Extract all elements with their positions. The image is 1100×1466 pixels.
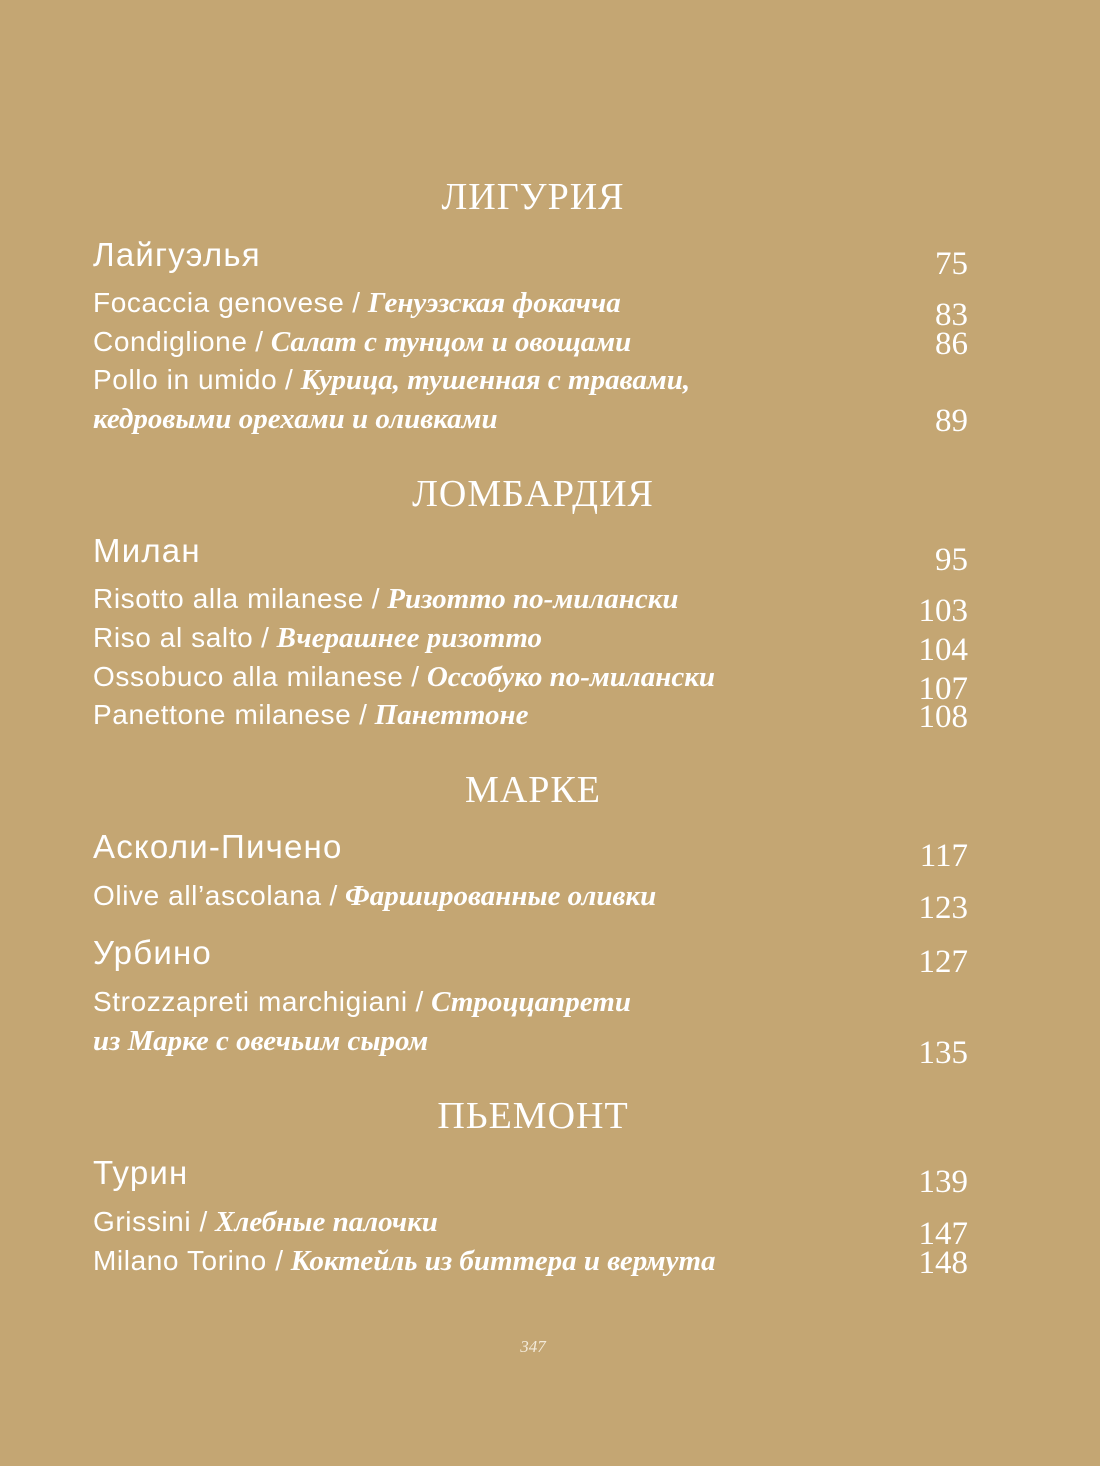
toc-entry-riso-al-salto[interactable] (93, 622, 968, 668)
toc-entry-focaccia[interactable] (93, 287, 968, 333)
dish-russian-name: Генуэзская фокачча (367, 287, 621, 319)
separator: / (199, 1206, 216, 1237)
page-number: 139 (918, 1164, 968, 1200)
separator: / (247, 326, 271, 357)
page-number: 104 (918, 632, 968, 668)
page-number: 86 (935, 326, 968, 362)
dish-italian-name: Focaccia genovese (93, 287, 345, 318)
dish-russian-name: Хлебные палочки (215, 1206, 438, 1238)
dish-russian-name: Строццапрети (431, 986, 631, 1018)
toc-entry-ascoli[interactable] (93, 830, 968, 876)
dish-italian-name: Strozzapreti marchigiani (93, 986, 408, 1017)
region-heading-liguria: ЛИГУРИЯ (441, 176, 625, 218)
dish-italian-name: Milano Torino (93, 1245, 276, 1276)
dish-italian-name: Olive all’ascolana (93, 880, 322, 911)
toc-entry-strozzapreti[interactable] (93, 986, 968, 1071)
dish-italian-name: Grissini (93, 1206, 200, 1237)
dish-russian-name-cont: кедровыми орехами и оливками (93, 403, 498, 435)
region-heading-lombardia: ЛОМБАРДИЯ (412, 473, 654, 515)
toc-entry-panettone[interactable] (93, 701, 968, 740)
page-number: 127 (918, 944, 968, 980)
dish-russian-name: Салат с тунцом и овощами (270, 326, 632, 358)
dish-russian-name: Оссобуко по-милански (426, 661, 716, 693)
dish-italian-name: Pollo in umido (93, 364, 278, 395)
dish-russian-name: Фаршированные оливки (345, 880, 657, 912)
page-number: 95 (935, 542, 968, 578)
page-number: 75 (935, 246, 968, 282)
separator: / (253, 622, 277, 653)
dish-italian-name: Risotto alla milanese (93, 583, 364, 614)
page-number: 147 (918, 1216, 968, 1252)
city-title: Турин (93, 1154, 189, 1191)
separator: / (363, 583, 388, 614)
toc-entry-urbino[interactable] (93, 936, 968, 982)
separator: / (275, 1245, 291, 1276)
page-number: 117 (919, 838, 968, 874)
dish-russian-name: Панеттоне (374, 699, 529, 731)
page-number: 148 (918, 1245, 968, 1281)
dish-russian-name: Коктейль из биттера и вермута (290, 1245, 716, 1277)
page-number: 83 (935, 297, 968, 333)
dish-italian-name: Riso al salto (93, 622, 254, 653)
city-title: Милан (93, 532, 201, 569)
page-number: 135 (918, 1035, 968, 1071)
separator: / (277, 364, 301, 395)
toc-entry-milan[interactable] (93, 534, 968, 580)
city-title: Лайгуэлья (93, 236, 261, 273)
toc-entry-milano-torino[interactable] (93, 1247, 968, 1286)
dish-italian-name: Condiglione (93, 326, 248, 357)
dish-italian-name: Ossobuco alla milanese (93, 661, 404, 692)
separator: / (351, 699, 375, 730)
toc-entry-ossobuco[interactable] (93, 661, 968, 707)
page-number: 108 (918, 699, 968, 735)
dish-russian-name: Ризотто по-милански (387, 583, 679, 615)
page-number: 89 (935, 403, 968, 439)
toc-entry-risotto[interactable] (93, 583, 968, 629)
region-heading-piemonte: ПЬЕМОНТ (437, 1095, 629, 1137)
city-title: Асколи-Пичено (93, 828, 343, 865)
toc-entry-turin[interactable] (93, 1156, 968, 1202)
page-number: 103 (918, 593, 968, 629)
page-number: 123 (918, 890, 968, 926)
separator: / (407, 986, 432, 1017)
toc-entry-laigueglia[interactable] (93, 238, 968, 284)
dish-russian-name: Курица, тушенная с травами, (300, 364, 691, 396)
dish-russian-name-cont: из Марке с овечьим сыром (93, 1025, 429, 1057)
toc-entry-pollo[interactable] (93, 366, 968, 444)
page-number: 107 (918, 671, 968, 707)
city-title: Урбино (93, 934, 212, 971)
folio-page-number: 347 (520, 1337, 546, 1356)
separator: / (344, 287, 368, 318)
separator: / (403, 661, 427, 692)
dish-italian-name: Panettone milanese (93, 699, 352, 730)
toc-entry-condiglione[interactable] (93, 328, 968, 367)
dish-russian-name: Вчерашнее ризотто (276, 622, 542, 654)
region-heading-marche: МАРКЕ (465, 769, 601, 811)
toc-entry-olive[interactable] (93, 880, 968, 926)
toc-entry-grissini[interactable] (93, 1206, 968, 1252)
separator: / (321, 880, 346, 911)
